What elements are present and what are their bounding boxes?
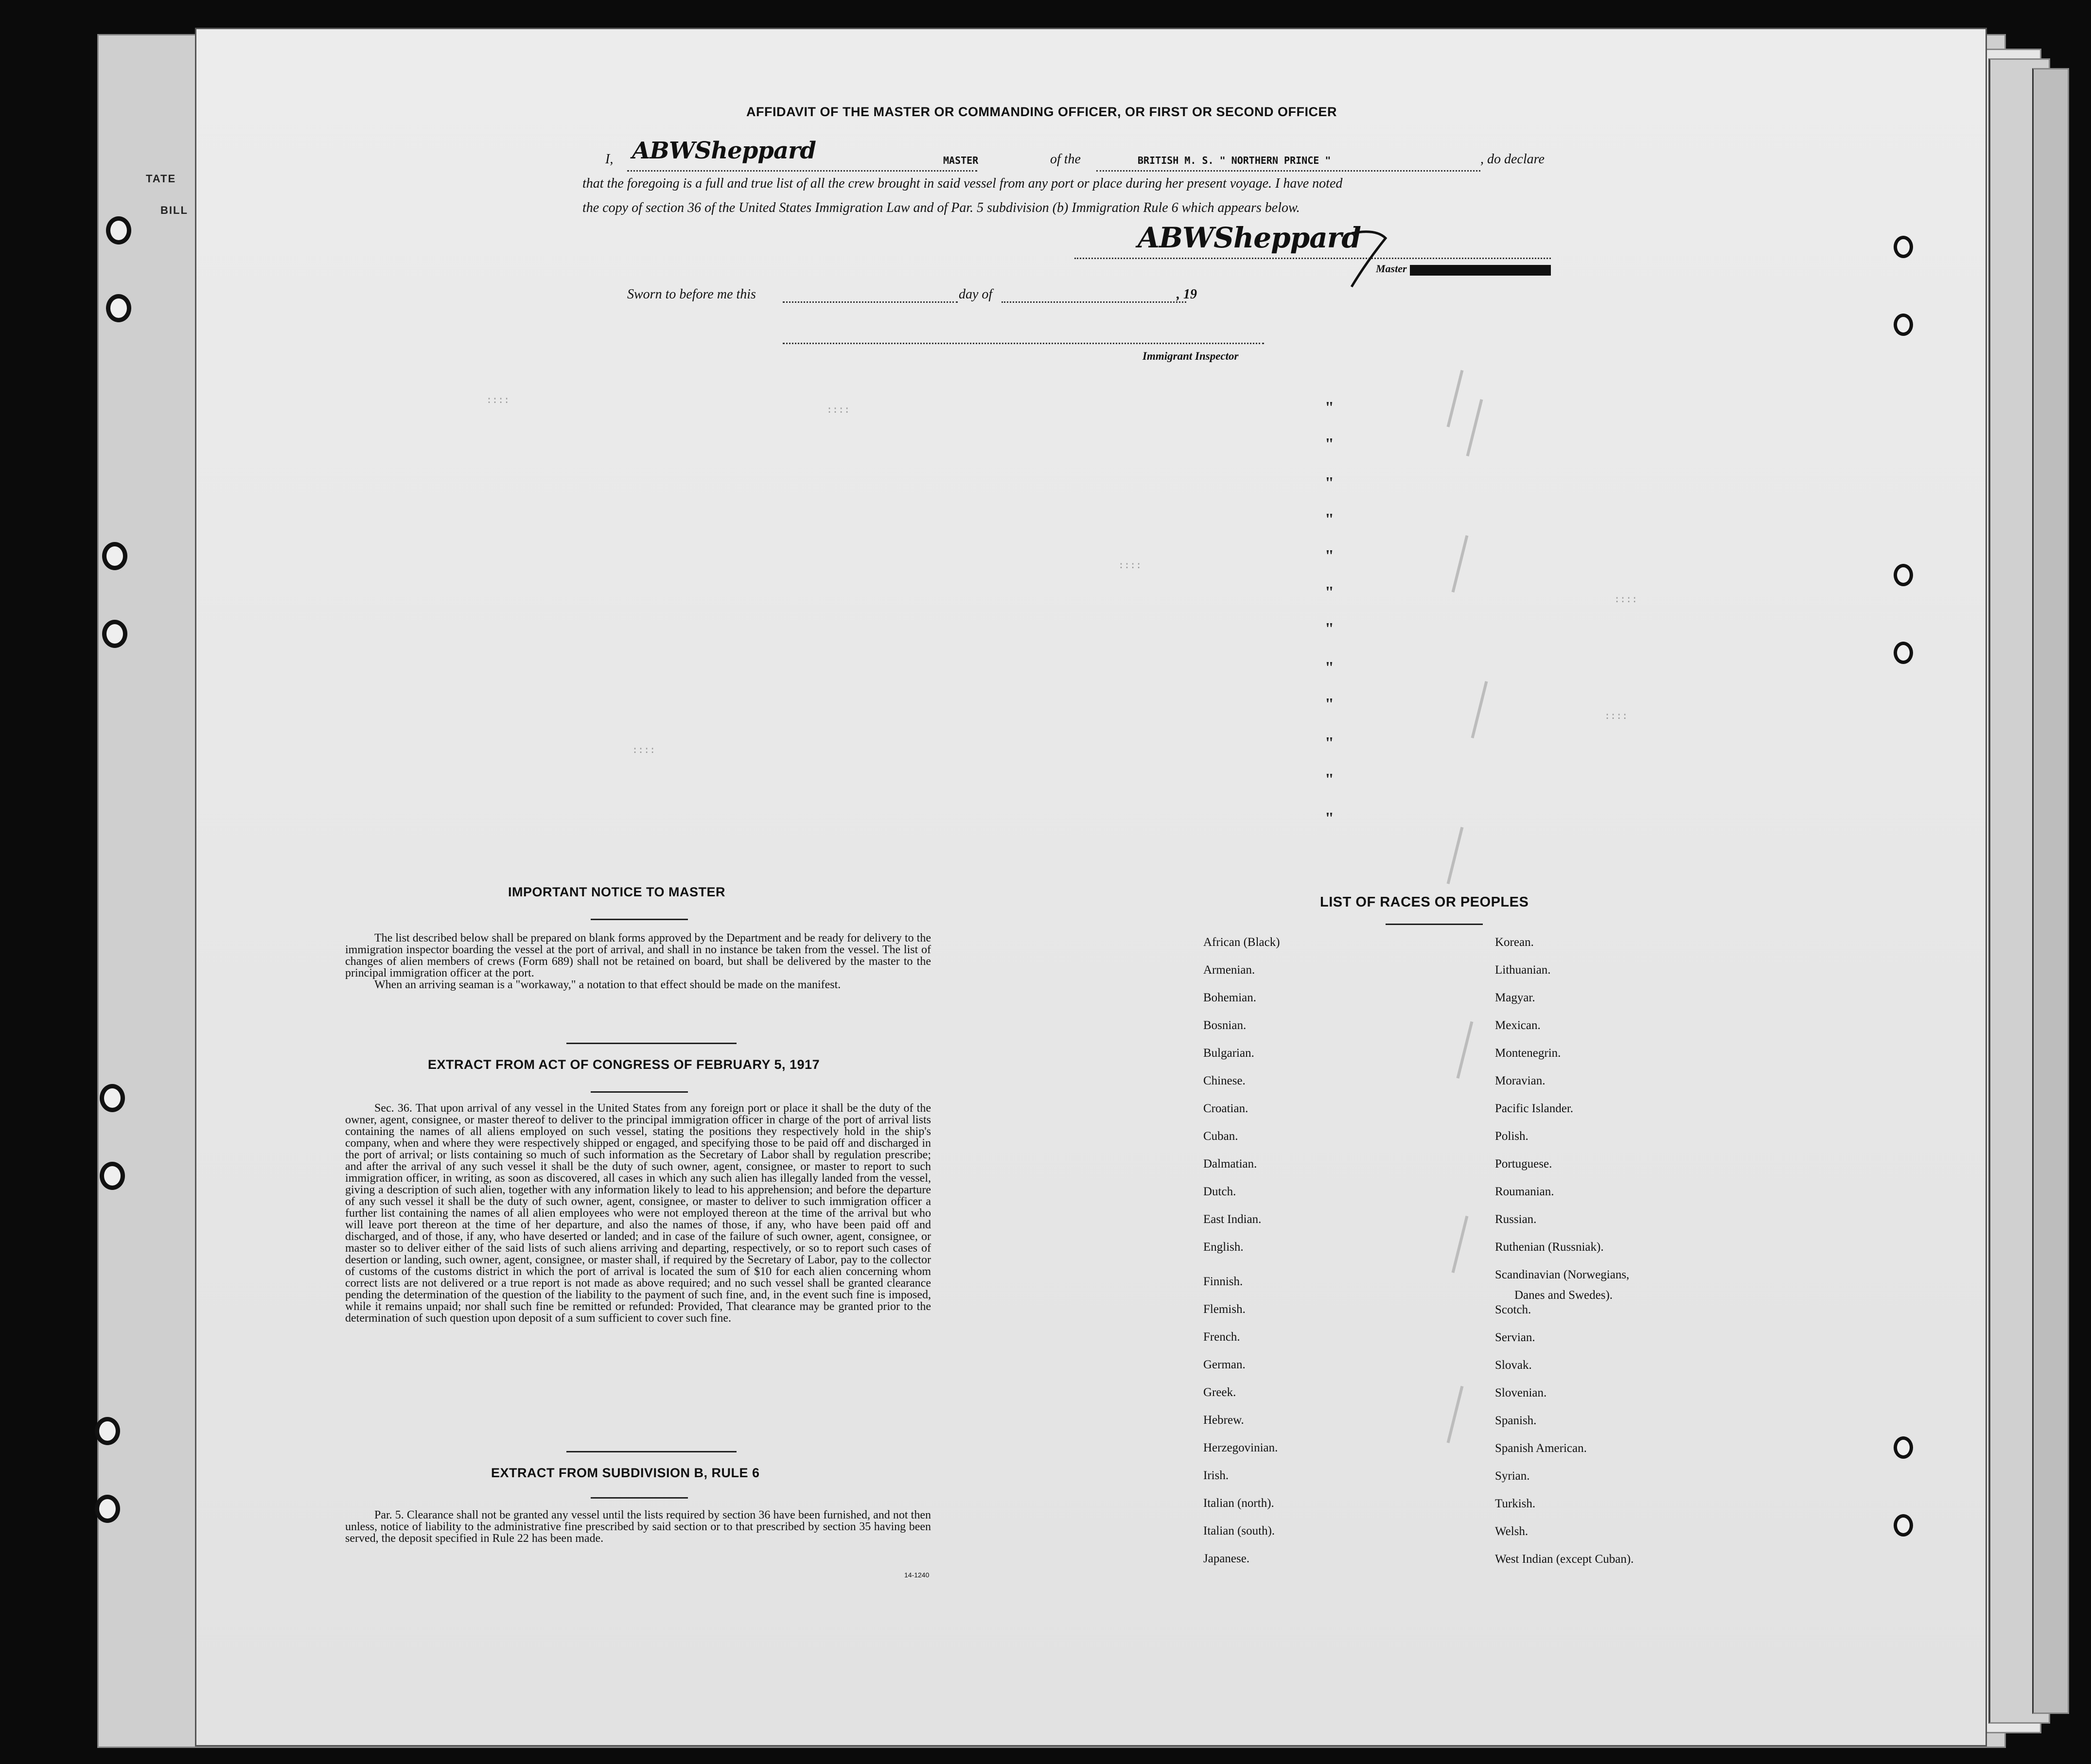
race-list-item: Servian.	[1495, 1331, 1535, 1344]
binder-hole-icon	[100, 1084, 125, 1112]
race-list-item: German.	[1203, 1358, 1246, 1371]
bleedthrough-text: ::::	[826, 403, 850, 415]
race-list-item: Scandinavian (Norwegians,	[1495, 1268, 1630, 1281]
race-list-item: Danes and Swedes).	[1514, 1289, 1613, 1302]
binder-strip-label: BILL	[160, 204, 188, 216]
ditto-mark: "	[1325, 474, 1334, 492]
ditto-mark: "	[1325, 620, 1334, 638]
ditto-mark: "	[1325, 583, 1334, 601]
race-list-item: African (Black)	[1203, 936, 1280, 949]
race-list-item: Italian (south).	[1203, 1524, 1275, 1537]
affidavit-title: AFFIDAVIT OF THE MASTER OR COMMANDING OFFICER, OR FIRST OR SECOND OFFICER	[746, 105, 1337, 119]
notice-text	[345, 932, 931, 991]
race-list-item: Croatian.	[1203, 1102, 1248, 1115]
race-list-item: Moravian.	[1495, 1074, 1546, 1087]
bleedthrough-text: ::::	[486, 394, 510, 405]
race-list-item: Spanish.	[1495, 1414, 1537, 1427]
races-title: LIST OF RACES OR PEOPLES	[1320, 894, 1529, 910]
sworn-day-line	[783, 301, 958, 303]
year-label: , 19	[1177, 287, 1197, 302]
binder-hole-icon	[1894, 314, 1913, 336]
divider	[591, 1497, 688, 1499]
race-list-item: Bosnian.	[1203, 1019, 1247, 1032]
race-list-item: Turkish.	[1495, 1497, 1536, 1510]
ditto-mark: "	[1325, 435, 1334, 453]
race-list-item: Korean.	[1495, 936, 1534, 949]
inspector-label: Immigrant Inspector	[1142, 350, 1239, 362]
signature-flourish	[1347, 228, 1410, 292]
extract2-text	[345, 1509, 931, 1544]
race-list-item: English.	[1203, 1240, 1244, 1254]
sworn-label: Sworn to before me this	[627, 287, 756, 302]
extract2-title: EXTRACT FROM SUBDIVISION B, RULE 6	[491, 1466, 760, 1480]
binder-hole-icon	[102, 620, 127, 648]
notice-paragraph: When an arriving seaman is a "workaway," a notation to that effect should be made on the manifest.	[374, 978, 841, 991]
divider	[566, 1451, 737, 1452]
race-list-item: East Indian.	[1203, 1213, 1262, 1226]
race-list-item: Herzegovinian.	[1203, 1441, 1278, 1454]
binder-hole-icon	[1894, 1436, 1913, 1459]
binder-hole-icon	[1894, 236, 1913, 258]
master-signature: ABWSheppard	[1138, 221, 1361, 254]
ditto-mark: "	[1325, 510, 1334, 528]
signature-line	[1074, 258, 1551, 259]
binder-hole-icon	[100, 1162, 125, 1190]
binder-hole-icon	[95, 1495, 120, 1523]
race-list-item: French.	[1203, 1330, 1240, 1344]
race-list-item: West Indian (except Cuban).	[1495, 1553, 1634, 1566]
race-list-item: Magyar.	[1495, 991, 1535, 1004]
race-list-item: Lithuanian.	[1495, 963, 1551, 977]
ditto-mark: "	[1325, 659, 1334, 677]
notice-title: IMPORTANT NOTICE TO MASTER	[508, 885, 725, 899]
form-number: 14-1240	[904, 1571, 930, 1579]
race-list-item: Syrian.	[1495, 1469, 1530, 1483]
extract1-paragraph: Sec. 36. That upon arrival of any vessel in the United States from any foreign port or place it shall be the duty of the owner, agent, consignee, or master thereof to deliver to the principal immigration officer in charge of the port of arrival lists containing the names of all aliens employed on such vessel, stating the positions they respectively hold in the ship's company, when and where they were respectively shipped or engaged, and specifying those to be paid off and discharged in the port of arrival; or lists containing so much of such information as the Secretary of Labor shall by regulation prescribe; and after the arrival of any such vessel it shall be the duty of such owner, agent, consignee, or master to report to such immigration officer, in writing, as soon as discovered, all cases in which any such alien has illegally landed from the vessel, giving a description of such alien, together with any information likely to lead to his apprehension; and before the departure of any such vessel it shall be the duty of such owner, agent, consignee, or master to deliver to such immigration officer a further list containing the names of all alien employees who were not employed thereon at the time of the arrival but who will leave port thereon at the time of her departure, and also the names of those, if any, who have been paid off and discharged, and of those, if any, who have deserted or landed; and in case of the failure of such owner, agent, consignee, or master so to deliver either of the said lists of such aliens arriving and departing, respectively, or so to report such cases of desertion or landing, such owner, agent, consignee, or master shall, if required by the Secretary of Labor, pay to the collector of customs of the customs district in which the port of arrival is located the sum of $10 for each alien concerning whom correct lists are not delivered or a true report is not made as above required; and no such vessel shall be granted clearance pending the determination of the question of the liability to the payment of such fine, and, in the event such fine is imposed, while it remains unpaid; nor shall such fine be remitted or refunded: Provided, That clearance may be granted prior to the determination of such question upon deposit of a sum sufficient to cover such fine.	[345, 1102, 931, 1325]
extract1-title: EXTRACT FROM ACT OF CONGRESS OF FEBRUARY 5, 1917	[428, 1057, 820, 1072]
divider	[591, 1091, 688, 1093]
signed-name: ABWSheppard	[632, 137, 816, 164]
ditto-mark: "	[1325, 695, 1334, 713]
do-declare-label: , do declare	[1480, 152, 1545, 167]
bleedthrough-text: ::::	[632, 744, 656, 755]
day-of-label: day of	[959, 287, 993, 302]
binder-hole-icon	[1894, 564, 1913, 586]
binder-hole-icon	[106, 216, 131, 245]
vessel-line	[1096, 170, 1480, 172]
ditto-mark: "	[1325, 809, 1334, 827]
of-the-label: of the	[1050, 152, 1081, 167]
race-list-item: Finnish.	[1203, 1275, 1243, 1288]
master-label: Master	[1376, 262, 1407, 275]
divider	[566, 1043, 737, 1044]
race-list-item: Cuban.	[1203, 1130, 1238, 1143]
race-list-item: Irish.	[1203, 1469, 1229, 1482]
affidavit-text-line: that the foregoing is a full and true list of all the crew brought in said vessel from any port or place during her present voyage. I have noted	[582, 176, 1343, 191]
bleedthrough-text: ::::	[1118, 559, 1142, 571]
document-sheet	[196, 29, 1986, 1745]
race-list-item: Russian.	[1495, 1213, 1537, 1226]
extract1-text	[345, 1102, 931, 1324]
extract2-paragraph: Par. 5. Clearance shall not be granted any vessel until the lists required by section 36 have been furnished, and not then unless, notice of liability to the administrative fine prescribed by said section or to that prescribed by section 35 having been served, the deposit specified in Rule 22 has been made.	[345, 1509, 931, 1545]
race-list-item: Mexican.	[1495, 1019, 1541, 1032]
ditto-mark: "	[1325, 770, 1334, 788]
race-list-item: Slovenian.	[1495, 1386, 1547, 1399]
ditto-mark: "	[1325, 734, 1334, 752]
race-list-item: Hebrew.	[1203, 1414, 1244, 1427]
redaction-mark	[1410, 265, 1551, 276]
binder-hole-icon	[95, 1417, 120, 1445]
race-list-item: Spanish American.	[1495, 1442, 1587, 1455]
race-list-item: Pacific Islander.	[1495, 1102, 1574, 1115]
affidavit-i-label: I,	[605, 152, 614, 167]
affidavit-text-line: the copy of section 36 of the United States Immigration Law and of Par. 5 subdivision (b) Immigration Rule 6 which appears below.	[582, 200, 1300, 215]
race-list-item: Bohemian.	[1203, 991, 1257, 1004]
race-list-item: Portuguese.	[1495, 1157, 1552, 1170]
rank-typed: MASTER	[943, 155, 979, 166]
race-list-item: Armenian.	[1203, 963, 1255, 977]
binder-hole-icon	[1894, 642, 1913, 664]
bleedthrough-text: ::::	[1614, 593, 1638, 605]
ditto-mark: "	[1325, 547, 1334, 565]
inspector-signature-line	[783, 343, 1264, 344]
race-list-item: Scotch.	[1495, 1303, 1531, 1316]
race-list-item: Greek.	[1203, 1386, 1236, 1399]
name-line	[627, 170, 977, 172]
race-list-item: Slovak.	[1495, 1359, 1532, 1372]
ditto-mark: "	[1325, 399, 1334, 417]
vessel-name-typed: BRITISH M. S. " NORTHERN PRINCE "	[1138, 155, 1331, 166]
divider	[591, 919, 688, 920]
binder-hole-icon	[1894, 1514, 1913, 1537]
binder-hole-icon	[106, 294, 131, 322]
race-list-item: Flemish.	[1203, 1303, 1246, 1316]
race-list-item: Montenegrin.	[1495, 1047, 1561, 1060]
race-list-item: Japanese.	[1203, 1552, 1250, 1565]
divider	[1386, 924, 1483, 925]
race-list-item: Dutch.	[1203, 1185, 1236, 1198]
sworn-month-line	[1002, 301, 1186, 303]
race-list-item: Roumanian.	[1495, 1185, 1554, 1198]
notice-paragraph: The list described below shall be prepared on blank forms approved by the Department and be ready for delivery to the immigration inspector boarding the vessel at the port of arrival, and shall in no instance be taken from the vessel. The list of changes of alien members of crews (Form 689) shall not be retained on board, but shall be delivered by the master to the principal immigration officer at the port.	[345, 932, 931, 979]
race-list-item: Chinese.	[1203, 1074, 1246, 1087]
back-page-edge	[2032, 68, 2069, 1714]
bleedthrough-text: ::::	[1604, 710, 1628, 721]
race-list-item: Welsh.	[1495, 1525, 1529, 1538]
binder-strip-label: TATE	[146, 173, 176, 185]
race-list-item: Ruthenian (Russniak).	[1495, 1240, 1604, 1254]
race-list-item: Dalmatian.	[1203, 1157, 1257, 1170]
race-list-item: Polish.	[1495, 1130, 1529, 1143]
race-list-item: Bulgarian.	[1203, 1047, 1254, 1060]
race-list-item: Italian (north).	[1203, 1497, 1274, 1510]
binder-hole-icon	[102, 542, 127, 570]
